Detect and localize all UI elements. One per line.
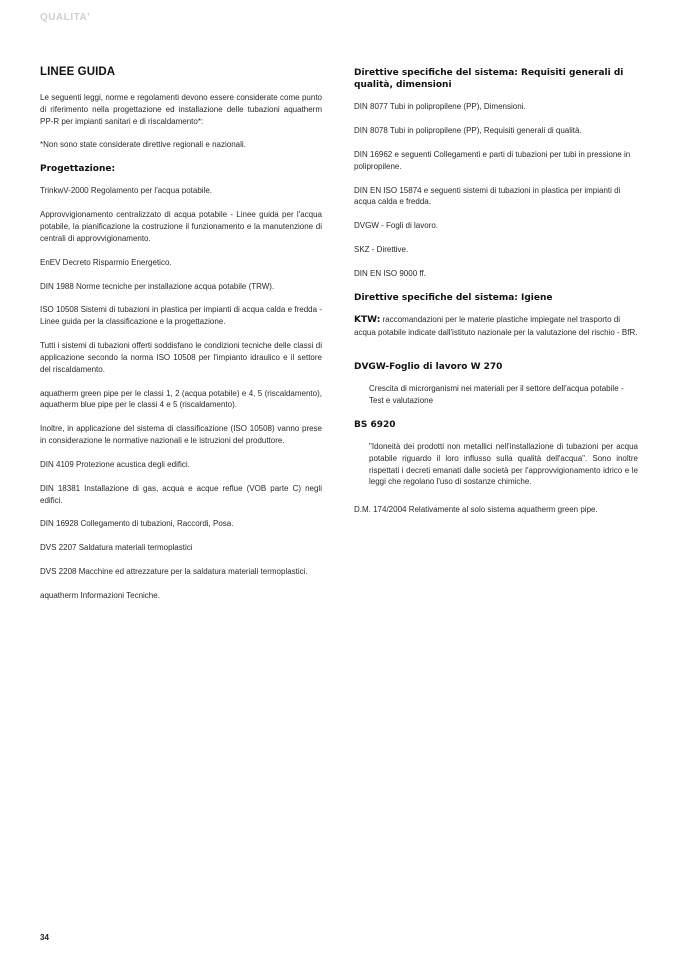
guideline-item: Inoltre, in applicazione del sistema di classificazione (ISO 10508) vanno prese in considerazione le normative nazionali e le istruzioni del produttore. <box>40 424 322 446</box>
intro-paragraph: Le seguenti leggi, norme e regolamenti devono essere considerate come punto di riferimento nella progettazione ed installazione delle tubazioni aquatherm PP-R per impianti sanitari e di riscaldamento*: <box>40 93 322 126</box>
page-title: LINEE GUIDA <box>40 66 116 78</box>
ktw-paragraph <box>354 314 638 339</box>
requirement-item: DIN 16962 e seguenti Collegamenti e parti di tubazioni per tubi in pressione in polipropilene. <box>354 149 631 171</box>
progettazione-heading: Progettazione: <box>40 164 116 175</box>
guideline-item: DIN 1988 Norme tecniche per installazione acqua potabile (TRW). <box>40 281 275 291</box>
note-paragraph: *Non sono state considerate direttive regionali e nazionali. <box>40 140 246 150</box>
guideline-item: aquatherm Informazioni Tecniche. <box>40 590 160 600</box>
requirement-item: SKZ - Direttive. <box>354 245 409 255</box>
dvgw-text: Crescita di microrganismi nei materiali per il settore dell'acqua potabile - Test e valutazione <box>369 384 624 405</box>
guideline-item: DIN 18381 Installazione di gas, acqua e acque reflue (VOB parte C) negli edifici. <box>40 483 322 505</box>
guideline-item: DIN 16928 Collegamento di tubazioni, Raccordi, Posa. <box>40 519 234 529</box>
guideline-item: TrinkwV-2000 Regolamento per l'acqua potabile. <box>40 186 212 196</box>
hygiene-heading: Direttive specifiche del sistema: Igiene <box>354 292 553 303</box>
requirement-item: DVGW - Fogli di lavoro. <box>354 221 439 231</box>
bs-text: "Idoneità dei prodotti non metallici nell'installazione di tubazioni per acqua potabile riguardo il loro influsso sulla qualità dell'acqua". Sono inoltre rispettati i decreti emanati dalle società per l'approvvigionamento idrico e le leggi che regolano l'uso di sostanze chimiche. <box>369 441 638 487</box>
bs-heading: BS 6920 <box>354 419 396 430</box>
section-header: QUALITA' <box>40 12 91 23</box>
guideline-item: EnEV Decreto Risparmio Energetico. <box>40 257 172 267</box>
page-number: 34 <box>40 933 49 942</box>
dvgw-heading: DVGW-Foglio di lavoro W 270 <box>354 362 503 373</box>
ktw-label: KTW: <box>354 314 381 325</box>
guideline-item: Approvvigionamento centralizzato di acqua potabile - Linee guida per l'acqua potabile, la pianificazione la costruzione il funzionamento e la manutenzione di centrali di approvvigionamento. <box>40 210 322 243</box>
guideline-item: Tutti i sistemi di tubazioni offerti soddisfano le condizioni tecniche delle classi di applicazione secondo la norma ISO 10508 per l'impianto idraulico e il settore del riscaldamento. <box>40 341 322 374</box>
requirements-heading: Direttive specifiche del sistema: Requisiti generali di qualità, dimensioni <box>354 68 624 91</box>
requirement-item: DIN EN ISO 15874 e seguenti sistemi di tubazioni in plastica per impianti di acqua calda e fredda. <box>354 185 621 207</box>
guideline-item: DVS 2208 Macchine ed attrezzature per la saldatura materiali termoplastici. <box>40 567 308 577</box>
requirement-item: DIN EN ISO 9000 ff. <box>354 268 426 278</box>
right-column <box>354 67 638 528</box>
requirement-item: DIN 8077 Tubi in polipropilene (PP), Dimensioni. <box>354 102 526 112</box>
guideline-item: DIN 4109 Protezione acustica degli edifici. <box>40 459 190 469</box>
ktw-text: raccomandazioni per le materie plastiche impiegate nel trasporto di acqua potabile indicate dall'istituto nazionale per la valutazione del rischio - BfR. <box>354 314 638 338</box>
guideline-item: ISO 10508 Sistemi di tubazioni in plastica per impianti di acqua calda e fredda - Linee guida per la classificazione e la progettazione. <box>40 305 322 327</box>
guideline-item: DVS 2207 Saldatura materiali termoplastici <box>40 543 193 553</box>
left-column <box>40 66 322 614</box>
requirement-item: DIN 8078 Tubi in polipropilene (PP), Requisiti generali di qualità. <box>354 126 582 136</box>
guideline-item: aquatherm green pipe per le classi 1, 2 (acqua potabile) e 4, 5 (riscaldamento), aquatherm blue pipe per le classi 4 e 5 (riscaldamento). <box>40 388 322 410</box>
dm-text: D.M. 174/2004 Relativamente al solo sistema aquatherm green pipe. <box>354 505 598 515</box>
